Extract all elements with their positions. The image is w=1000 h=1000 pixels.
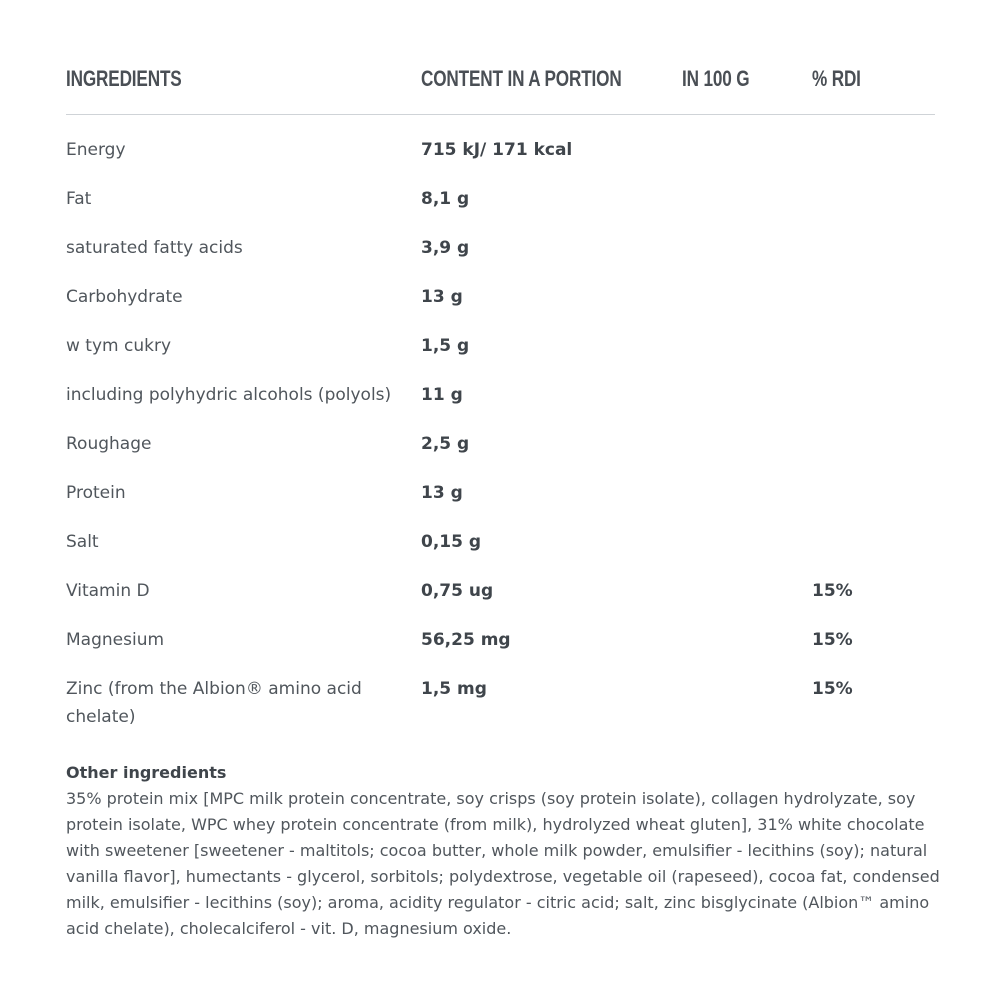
portion-value: 2,5 g — [421, 434, 470, 454]
ingredient-name: saturated fatty acids — [66, 238, 243, 258]
ingredient-name: Vitamin D — [66, 581, 150, 601]
ingredient-name: Carbohydrate — [66, 287, 183, 307]
portion-value: 715 kJ/ 171 kcal — [421, 140, 573, 160]
ingredient-name: Zinc (from the Albion® amino acid chelate) — [66, 679, 362, 727]
table-header — [66, 64, 935, 115]
ingredient-name: Fat — [66, 189, 92, 209]
rdi-value: 15% — [812, 679, 853, 699]
portion-value: 8,1 g — [421, 189, 470, 209]
column-header-rdi: % RDI — [812, 66, 861, 91]
ingredient-name: including polyhydric alcohols (polyols) — [66, 385, 392, 405]
column-header-per-100g: IN 100 G — [682, 66, 750, 91]
column-header-ingredients: INGREDIENTS — [66, 66, 182, 91]
portion-value: 56,25 mg — [421, 630, 511, 650]
ingredient-name: Roughage — [66, 434, 152, 454]
portion-value: 0,75 ug — [421, 581, 494, 601]
other-ingredients-section — [66, 760, 946, 942]
column-header-portion: CONTENT IN A PORTION — [421, 66, 622, 91]
other-ingredients-text: 35% protein mix [MPC milk protein concentrate, soy crisps (soy protein isolate), collagen hydrolyzate, soy protein isolate, WPC whey protein concentrate (from milk), hydrolyzed wheat gluten], 31% white chocolate with sweetener [sweetener - maltitols; cocoa butter, whole milk powder, emulsifier - lecithins (soy); natural vanilla flavor], humectants - glycerol, sorbitols; polydextrose, vegetable oil (rapeseed), cocoa fat, condensed milk, emulsifier - lecithins (soy); aroma, acidity regulator - citric acid; salt, zinc bisglycinate (Albion™ amino acid chelate), cholecalciferol - vit. D, magnesium oxide. — [66, 789, 940, 938]
portion-value: 13 g — [421, 483, 463, 503]
ingredient-name: Salt — [66, 532, 99, 552]
portion-value: 1,5 g — [421, 336, 470, 356]
portion-value: 1,5 mg — [421, 679, 487, 699]
portion-value: 13 g — [421, 287, 463, 307]
ingredient-name: w tym cukry — [66, 336, 172, 356]
portion-value: 0,15 g — [421, 532, 482, 552]
portion-value: 11 g — [421, 385, 463, 405]
portion-value: 3,9 g — [421, 238, 470, 258]
ingredient-name: Magnesium — [66, 630, 165, 650]
ingredient-name: Protein — [66, 483, 126, 503]
rdi-value: 15% — [812, 630, 853, 650]
other-ingredients-title: Other ingredients — [66, 763, 227, 782]
rdi-value: 15% — [812, 581, 853, 601]
ingredient-name: Energy — [66, 140, 126, 160]
